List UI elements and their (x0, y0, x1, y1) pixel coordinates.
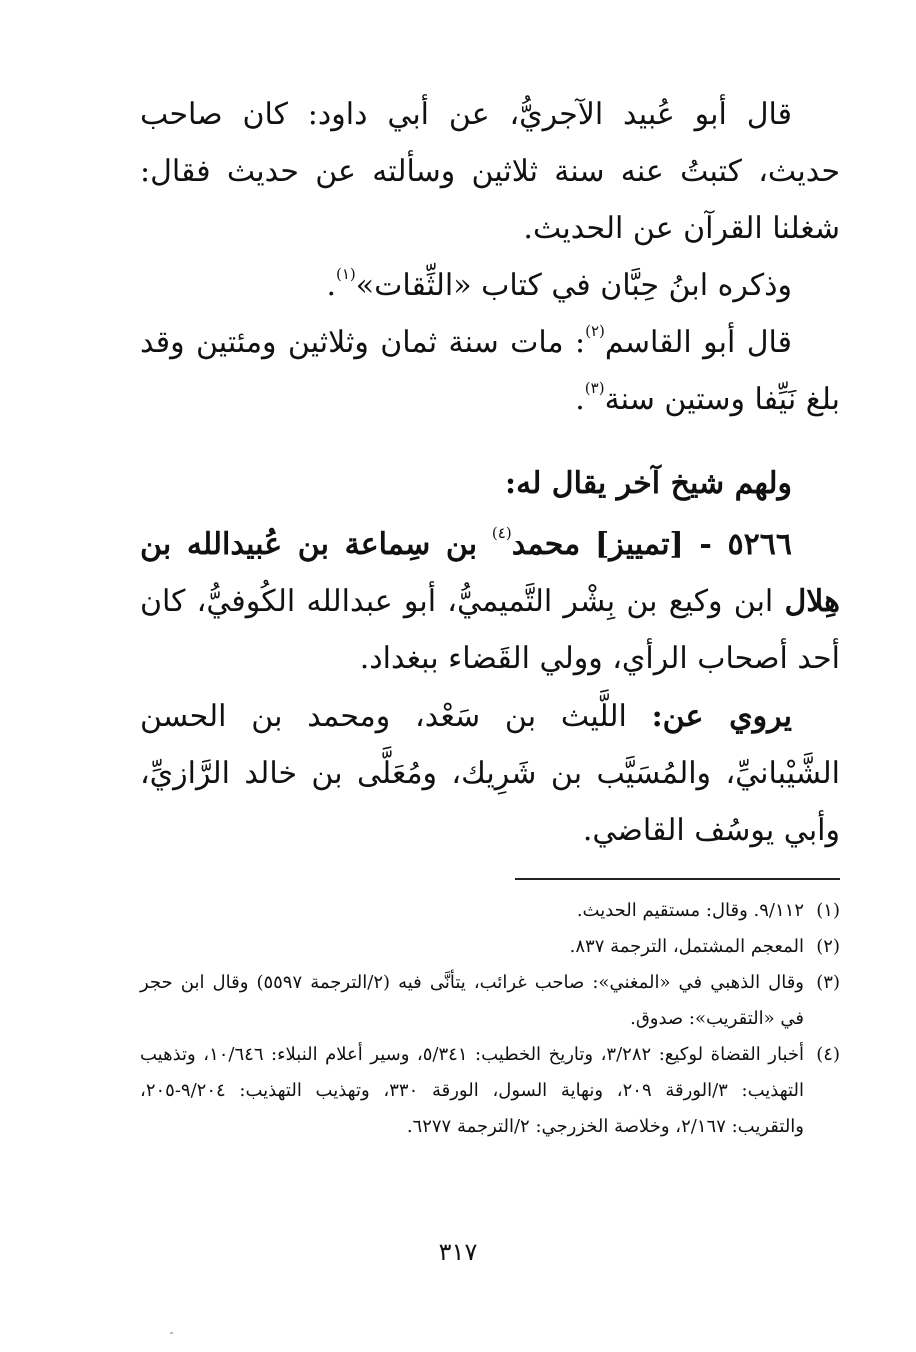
footnote-4 (140, 1037, 840, 1145)
entry-lineage-hilal: هِلال (784, 584, 840, 619)
footnote-number: (٣) (816, 972, 840, 993)
footnote-text: المعجم المشتمل، الترجمة ٨٣٧. (569, 936, 804, 957)
footnote-text: ٩/١١٢. وقال: مستقيم الحديث. (576, 900, 804, 921)
footnote-number: (١) (816, 900, 840, 921)
paragraph-ibn-hibban-end: . (326, 268, 336, 303)
footnote-separator (515, 878, 840, 880)
paragraph-ibn-hibban (140, 257, 840, 314)
paragraph-abu-al-qasim (140, 314, 840, 428)
footnote-text: وقال الذهبي في «المغني»: صاحب غرائب، يتأنَّى فيه (٢/الترجمة ٥٥٩٧) وقال ابن حجر في «التقريب»: صدوق. (140, 972, 804, 1029)
scan-speck (170, 1332, 173, 1334)
footnote-2 (140, 929, 840, 965)
footnotes (140, 893, 840, 1145)
entry-paragraph (140, 516, 840, 687)
narrates-from (140, 688, 840, 859)
entry-name: محمد (511, 527, 581, 562)
narrates-text: اللَّيث بن سَعْد، ومحمد بن الحسن الشَّيْبانيِّ، والمُسَيَّب بن شَرِيك، ومُعَلَّى بن خالد الرَّازيِّ، وأبي يوسُف القاضي. (140, 699, 840, 848)
footnote-number: (٢) (816, 936, 840, 957)
entry-number: ٥٢٦٦ - [تمييز] (595, 527, 792, 562)
footnote-3 (140, 965, 840, 1037)
footnote-ref-1[interactable]: (١) (335, 265, 356, 283)
footnote-ref-2[interactable]: (٢) (585, 322, 605, 340)
page-number: ٣١٧ (438, 1238, 478, 1266)
narrates-paragraph (140, 688, 840, 859)
footnote-number: (٤) (816, 1044, 840, 1065)
paragraph-ibn-hibban-text: وذكره ابنُ حِبَّان في كتاب «الثِّقات» (355, 268, 792, 303)
paragraph-ajurri: قال أبو عُبيد الآجريُّ، عن أبي داود: كان صاحب حديث، كتبتُ عنه سنة ثلاثين وسألته عن حديث فقال: شغلنا القرآن عن الحديث. (140, 97, 840, 246)
entry-lineage: بن سِماعة بن عُبيدالله بن (140, 527, 478, 562)
section-heading: ولهم شيخ آخر يقال له: (505, 466, 792, 501)
footnote-ref-3[interactable]: (٣) (584, 379, 605, 397)
paragraph-abu-al-qasim-text-b: : مات سنة ثمان وثلاثين ومئتين وقد بلغ نَيِّفا وستين سنة (140, 325, 840, 417)
footnote-ref-4[interactable]: (٤) (491, 524, 512, 542)
entry-description: ابن وكيع بن بِشْر التَّميميُّ، أبو عبدالله الكُوفيُّ، كان أحد أصحاب الرأي، وولي القَضاء ببغداد. (140, 584, 840, 676)
paragraph-abu-al-qasim-text-a: قال أبو القاسم (604, 325, 792, 360)
main-text-top (140, 86, 840, 428)
paragraph-abu-al-qasim-end: . (575, 382, 585, 417)
footnote-1 (140, 893, 840, 929)
narrates-label: يروي عن: (651, 699, 792, 734)
entry-5266 (140, 516, 840, 687)
section-heading-wrap (140, 464, 840, 504)
footnote-text: أخبار القضاة لوكيع: ٣/٢٨٢، وتاريخ الخطيب: ٥/٣٤١، وسير أعلام النبلاء: ١٠/٦٤٦، وتذهيب التهذيب: ٣/الورقة ٢٠٩، ونهاية السول، الورقة ٣٣٠، وتهذيب التهذيب: ٩/٢٠٤-٢٠٥، والتقريب: ٢/١٦٧، وخلاصة الخزرجي: ٢/الترجمة ٦٢٧٧. (140, 1044, 805, 1137)
